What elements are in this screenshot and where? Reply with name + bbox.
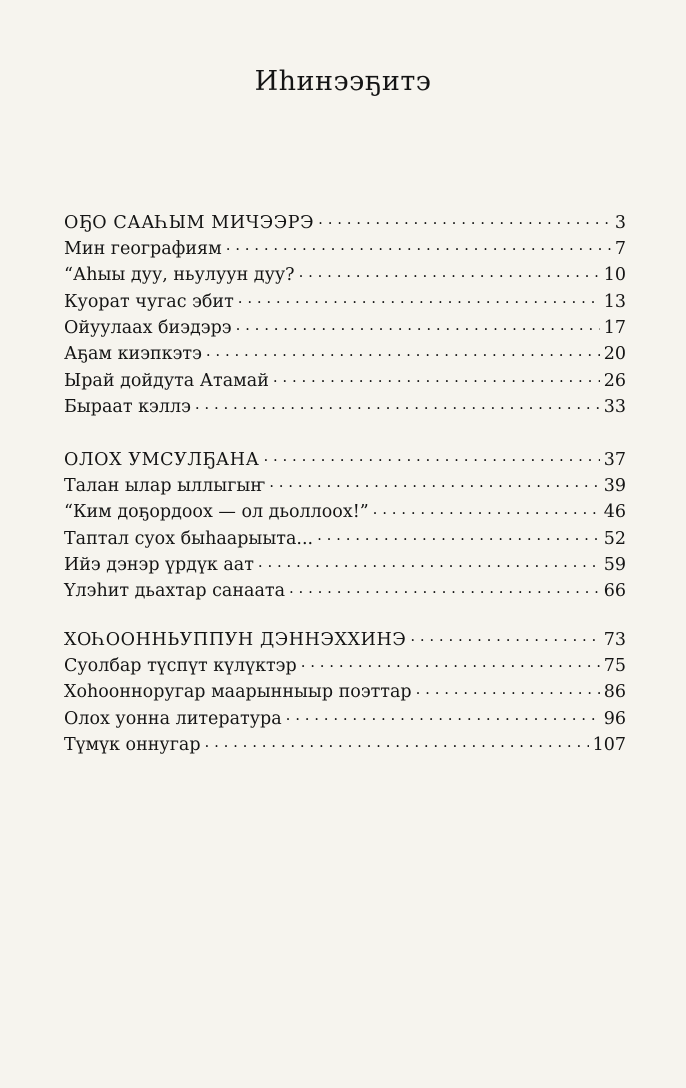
toc-entry [64,395,626,421]
toc-entry-label: Олох уонна литература [64,708,282,729]
toc-page-number: 7 [614,238,626,259]
toc-entry-label: Таптал суох быһаарыыта... [64,528,314,549]
toc-entry-label: “Ким доҕордоох — ол дьоллоох!” [64,502,369,523]
toc-entry-label: Быраат кэллэ [64,397,191,418]
toc-page-number: 20 [603,344,626,365]
toc-page-number: 59 [603,555,626,576]
toc-page-number: 46 [603,502,626,523]
dot-leader [236,316,600,334]
dot-leader [269,473,599,491]
dot-leader [299,263,600,281]
dot-leader [410,627,599,645]
toc-entry-label: Үлэһит дьахтар санаата [64,581,286,602]
toc-entry-label: Аҕам киэпкэтэ [64,344,202,365]
toc-section-1 [64,210,626,421]
toc-section-heading [64,210,626,236]
toc-page-number: 10 [603,265,626,286]
toc-entry [64,289,626,315]
toc-page-number: 26 [603,370,626,391]
toc-entry-label: Куорат чугас эбит [64,291,234,312]
toc-entry [64,553,626,579]
toc-entry [64,473,626,499]
toc-entry [64,342,626,368]
toc-page-number: 13 [603,291,626,312]
toc-page-number: 75 [603,655,626,676]
toc-section-2 [64,447,626,605]
toc-entry-label: Хоһоонноругар маарынныыр поэттар [64,682,412,703]
dot-leader [286,706,600,724]
toc-entry-label: Ойуулаах биэдэрэ [64,318,232,339]
toc-page-number: 39 [603,475,626,496]
dot-leader [318,210,611,228]
dot-leader [373,500,600,518]
toc-entry [64,236,626,262]
toc-entry [64,526,626,552]
page-title: Иһинээҕитэ [254,66,432,97]
dot-leader [263,447,599,465]
toc-entry [64,706,626,732]
toc-entry-label: Ийэ дэнэр үрдүк аат [64,555,254,576]
toc-entry [64,263,626,289]
toc-section-3 [64,627,626,759]
dot-leader [206,342,600,360]
toc-page-number: 86 [603,682,626,703]
toc-page-number: 33 [603,397,626,418]
toc-page-number: 73 [603,629,626,650]
dot-leader [195,395,600,413]
toc-entry-label: Мин географиям [64,238,222,259]
toc-entry-label: ХОҺООННЬУППУН ДЭННЭХХИНЭ [64,629,407,650]
toc-entry [64,680,626,706]
dot-leader [273,368,600,386]
toc-entry-label: Суолбар түспүт күлүктэр [64,655,297,676]
toc-entry-label: Талан ылар ыллыгыҥ [64,475,266,496]
toc-page-number: 66 [603,581,626,602]
toc-section-heading [64,627,626,653]
dot-leader [301,653,600,671]
toc-page-number: 107 [592,735,626,756]
toc-page-number: 37 [603,449,626,470]
dot-leader [289,579,600,597]
dot-leader [205,733,589,751]
toc-page-number: 3 [614,212,626,233]
toc-page-number: 52 [603,528,626,549]
toc-entry-label: Түмүк оннугар [64,735,201,756]
dot-leader [317,526,600,544]
toc-page-number: 17 [603,318,626,339]
toc-page-number: 96 [603,708,626,729]
toc-entry [64,316,626,342]
toc-entry [64,579,626,605]
dot-leader [226,236,611,254]
dot-leader [238,289,600,307]
dot-leader [416,680,600,698]
toc-entry [64,733,626,759]
toc-entry [64,653,626,679]
toc-entry-label: ОҔО СААҺЫМ МИЧЭЭРЭ [64,212,315,233]
toc-entry [64,500,626,526]
toc-entry-label: ОЛОХ УМСУЛҔАНА [64,449,260,470]
toc-entry [64,368,626,394]
dot-leader [258,553,600,571]
toc-entry-label: “Аһыы дуу, ньулуун дуу? [64,265,295,286]
toc-section-heading [64,447,626,473]
toc-entry-label: Ырай дойдута Атамай [64,370,269,391]
